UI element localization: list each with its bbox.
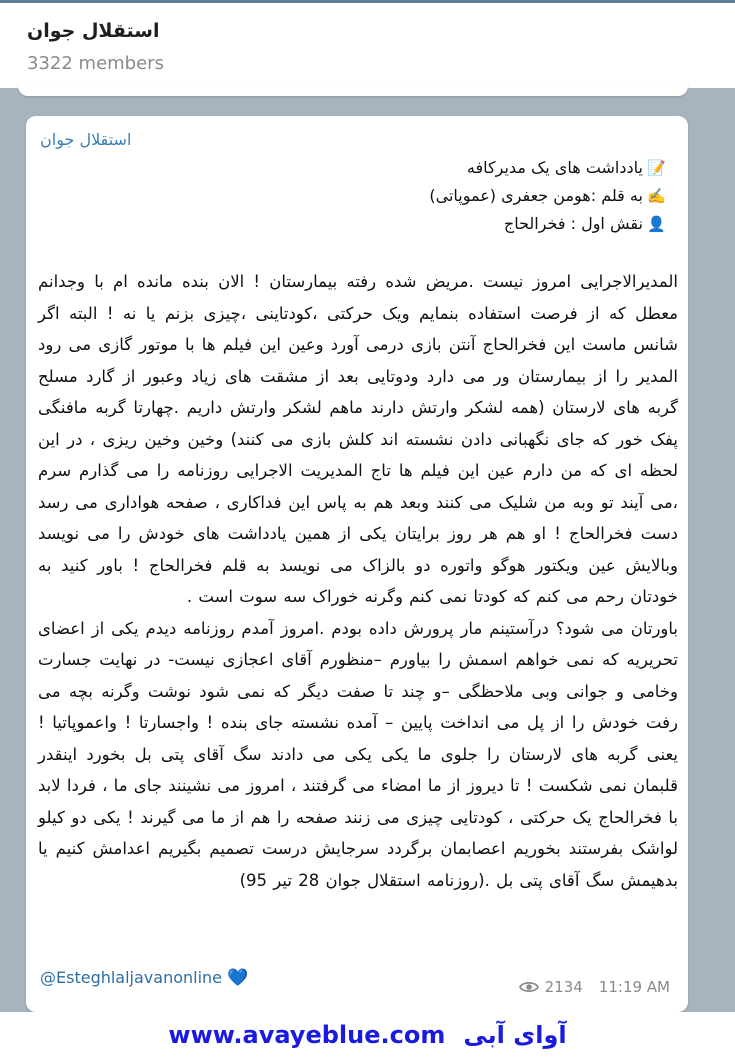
header-line	[166, 210, 666, 238]
watermark-brand: آوای آبی	[463, 1021, 567, 1049]
message-paragraph: باورتان می شود؟ درآستینم مار پرورش داده بودم .امروز آمدم روزنامه دیدم یکی از اعضای تحریریه که نمی خواهم اسمش را بیاورم –منظورم آقای اعجازی نیست- در نهایت جسارت وخامی و جوانی وبی ملاحظگی –و چند تا صفت دیگر که نمی شود نوشت وگرنه بچه می رفت خودش را از پل می انداخت پایین – آمده نشسته جای بنده ! واجسارتا ! واعموپاتیا ! یعنی گربه های لارستان را جلوی ما یکی یکی می دادند سگ آقای پتی بل بخورد اینقدر قلبمان نمی شکست ! تا دیروز از ما امضاء می گرفتند ، امروز می نشینند جای ما ، فردا لابد با فخرالحاج یک حرکتی ، کودتایی چیزی می زنند صفحه را هم از ما می گیرند ! یکی دو کیلو لواشک بفرستند بخوریم اعصابمان برگردد سرجایش درست تصمیم بگیریم اعدامش کنیم یا بدهیمش سگ آقای پتی بل .(روزنامه استقلال جوان 28 تیر 95)	[38, 618, 678, 890]
message-header-lines	[166, 154, 666, 238]
writing-hand-icon: ✍️	[647, 187, 666, 205]
blue-heart-icon: 💙	[227, 968, 249, 988]
message-paragraph: المدیرالاجرایی امروز نیست .مریض شده رفته بیمارستان ! الان بنده مانده ام با وجدانم معطل که از فرصت استفاده بنمایم ویک حرکتی ،کودتاینی ،چیزی بزنم یا نه ! البته اگر شانس ماست این فخرالحاج آنتن بازی درمی آورد وعین این فیلم ها با موتور گازی می رود المدیر را از بیمارستان ور می دارد ودوتایی بعد از مشقت های زیاد وعبور از گارد مسلح گربه های لارستان (همه لشکر وارتش دارند ماهم لشکر وارتش داریم .چهارتا گربه مافنگی پفک خور که جای نگهبانی دادن نشسته اند کلش بازی می کنند) وخین وخین ریزی ، در این لحظه ای که من دارم عین این فیلم ها تاج المدیریت الاجرایی روزنامه را می گذارم سرم ،می آیند تو وبه من شلیک می کنند وبعد هم به پاس این فداکاری ، صفحه هواداری می رسد دست فخرالحاج ! او هم هر روز برایتان یکی از همین یادداشت های خودش را می نویسد وبالایش عین ویکتور هوگو واتوره دو بالزاک می نویسد به قلم فخرالحاج ! باور کنید به خودتان رحم می کنم که کودتا نمی کنم وگرنه خوراک سه سوت است .	[38, 272, 678, 606]
watermark-banner	[0, 1012, 735, 1058]
channel-link[interactable]: @Esteghlaljavanonline	[40, 968, 223, 987]
view-count: 2134	[544, 978, 583, 996]
previous-message-bubble	[18, 84, 688, 96]
message-body	[38, 266, 678, 896]
member-count: 3322 members	[27, 53, 164, 74]
chat-title[interactable]: استقلال جوان	[27, 20, 160, 42]
chat-header[interactable]	[0, 0, 735, 88]
header-line-text: یادداشت های یک مدیرکافه	[466, 158, 643, 177]
eye-icon	[519, 980, 539, 994]
message-bubble[interactable]	[26, 116, 688, 1012]
watermark-site: www.avayeblue.com	[168, 1021, 446, 1049]
header-line	[166, 154, 666, 182]
header-line-text: نقش اول : فخرالحاج	[503, 214, 643, 233]
message-sender[interactable]: استقلال جوان	[40, 130, 132, 149]
message-time: 11:19 AM	[598, 978, 670, 996]
header-line	[166, 182, 666, 210]
channel-link-row[interactable]	[40, 968, 248, 988]
message-meta	[519, 978, 670, 996]
memo-icon: 📝	[647, 159, 666, 177]
user-silhouette-icon: 👤	[647, 215, 666, 233]
header-line-text: به قلم :هومن جعفری (عموپاتی)	[429, 186, 643, 205]
